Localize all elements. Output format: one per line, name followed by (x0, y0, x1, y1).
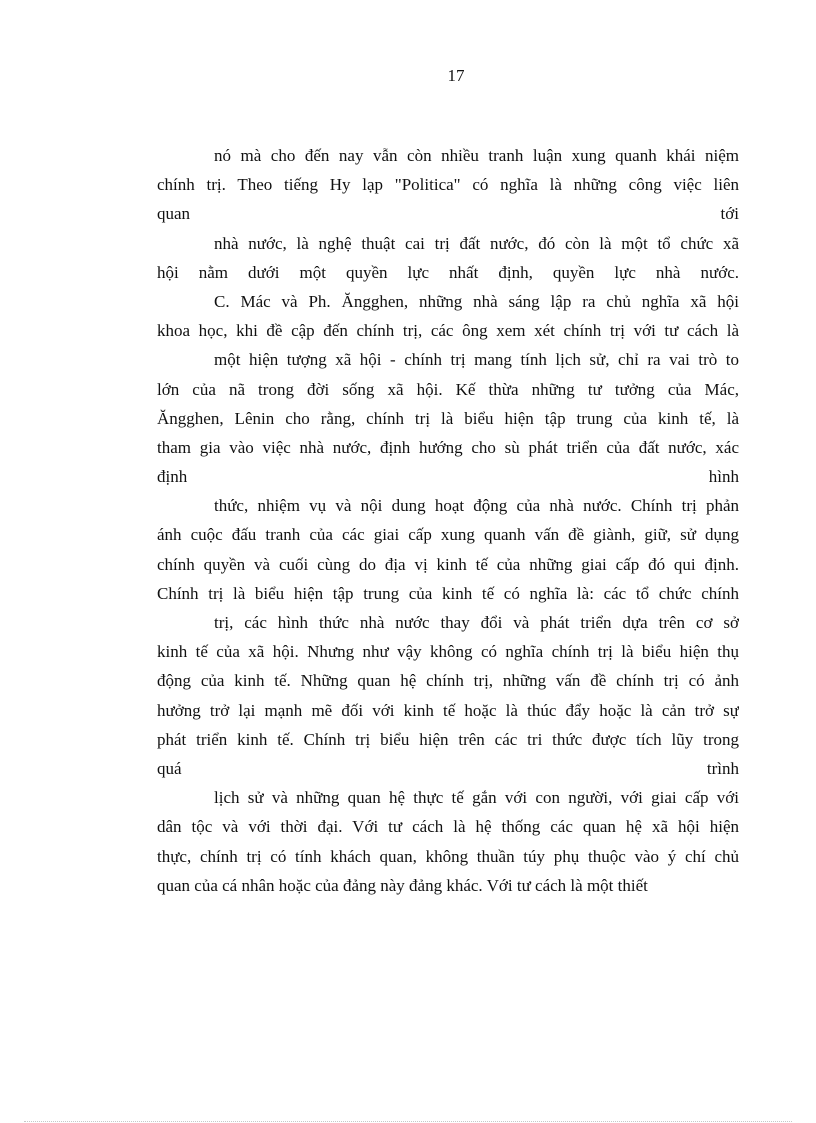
text-line: thực, chính trị có tính khách quan, không thuần túy phụ thuộc vào ý chí chủ (157, 846, 739, 866)
text-line: hội nằm dưới một quyền lực nhất định, quyền lực nhà nước. (157, 262, 739, 282)
text-line: nhà nước, là nghệ thuật cai trị đất nước, đó còn là một tổ chức xã (214, 233, 739, 253)
page-bottom-divider (24, 1121, 792, 1122)
text-line: Ăngghen, Lênin cho rằng, chính trị là biểu hiện tập trung của kinh tế, là (157, 408, 739, 428)
text-line: ánh cuộc đấu tranh của các giai cấp xung quanh vấn đề giành, giữ, sử dụng (157, 525, 739, 545)
text-line: quan tới (157, 204, 739, 224)
text-line: chính trị. Theo tiếng Hy lạp "Politica" có nghĩa là những công việc liên (157, 175, 739, 195)
text-line: Chính trị là biểu hiện tập trung của kinh tế có nghĩa là: các tổ chức chính (157, 583, 739, 603)
text-line: nó mà cho đến nay vẫn còn nhiều tranh luận xung quanh khái niệm (214, 146, 739, 165)
text-line: lịch sử và những quan hệ thực tế gắn với con người, với giai cấp với (214, 788, 739, 808)
text-line: chính quyền và cuối cùng do địa vị kinh tế của những giai cấp đó qui định. (157, 554, 739, 574)
text-line: phát triển kinh tế. Chính trị biểu hiện trên các tri thức được tích lũy trong (157, 729, 739, 749)
text-line: kinh tế của xã hội. Nhưng như vậy không có nghĩa chính trị là biểu hiện thụ (157, 642, 739, 662)
text-line: quan của cá nhân hoặc của đảng này đảng khác. Với tư cách là một thiết (157, 875, 648, 895)
text-line: khoa học, khi đề cập đến chính trị, các ông xem xét chính trị với tư cách là (157, 321, 739, 341)
text-line: thức, nhiệm vụ và nội dung hoạt động của nhà nước. Chính trị phản (214, 496, 739, 516)
text-line: trị, các hình thức nhà nước thay đổi và phát triển dựa trên cơ sở (214, 613, 739, 632)
text-line: tham gia vào việc nhà nước, định hướng cho sù phát triển của đất nước, xác (157, 437, 739, 457)
body-text (157, 141, 739, 900)
text-line: động của kinh tế. Những quan hệ chính trị, những vấn đề chính trị có ảnh (157, 671, 739, 691)
page-number: 17 (447, 66, 465, 85)
text-line: một hiện tượng xã hội - chính trị mang tính lịch sử, chỉ ra vai trò to (214, 350, 739, 370)
text-line: hưởng trở lại mạnh mẽ đối với kinh tế hoặc là thúc đẩy hoặc là cản trở sự (157, 700, 739, 720)
text-line: quá trình (157, 758, 739, 778)
text-line: lớn của nã trong đời sống xã hội. Kế thừa những tư tưởng của Mác, (157, 379, 739, 399)
text-line: định hình (157, 467, 739, 487)
text-line: dân tộc và với thời đại. Với tư cách là hệ thống các quan hệ xã hội hiện (157, 817, 739, 837)
text-line: C. Mác và Ph. Ăngghen, những nhà sáng lập ra chủ nghĩa xã hội (214, 291, 739, 311)
